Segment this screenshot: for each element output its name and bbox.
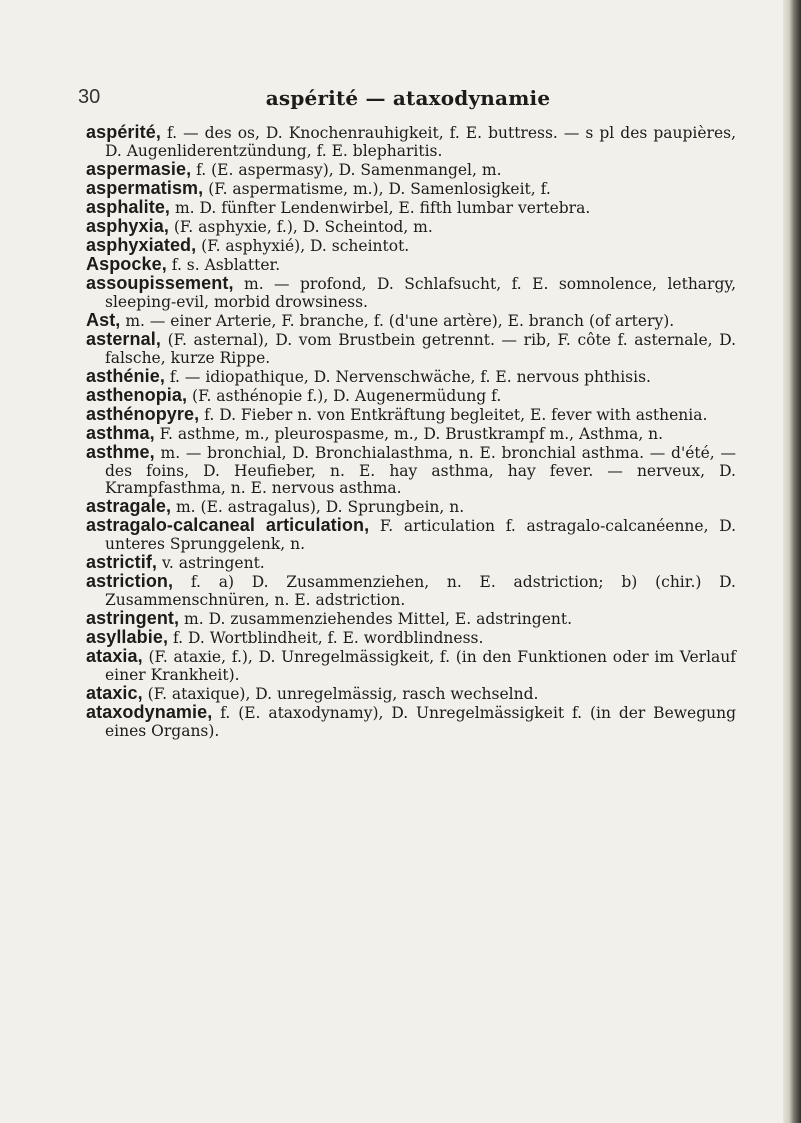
dictionary-entry	[86, 554, 736, 573]
entry-definition: (F. asternal), D. vom Brustbein getrennt. — rib, F. côte f. asternale, D. falsche, kurze Rippe.	[105, 331, 736, 367]
entry-definition: (F. asthénopie f.), D. Augenermüdung f.	[187, 386, 502, 405]
dictionary-entry	[86, 607, 736, 629]
entry-definition: m. (E. astragalus), D. Sprungbein, n.	[171, 498, 465, 517]
entry-headword: astragalo-calcaneal articulation,	[86, 515, 370, 536]
entry-definition: m. D. zusammenziehendes Mittel, E. adstringent.	[179, 609, 573, 628]
entry-headword: aspermatism,	[86, 177, 204, 198]
running-head: aspérité — ataxodynamie	[265, 86, 551, 110]
entry-headword: asphyxia,	[86, 215, 169, 236]
entry-definition: f. D. Fieber n. von Entkräftung begleitet, E. fever with asthenia.	[199, 405, 708, 424]
page-edge-shadow	[783, 0, 801, 1123]
dictionary-entry	[86, 384, 736, 406]
entry-definition: v. astringent.	[157, 554, 265, 573]
entry-definition: m. — einer Arterie, F. branche, f. (d'une artère), E. branch (of artery).	[120, 311, 675, 330]
entry-headword: asthénie,	[86, 365, 165, 386]
entry-headword: astringent,	[86, 607, 180, 628]
dictionary-entry	[86, 498, 736, 517]
dictionary-entry	[86, 124, 736, 160]
entry-headword: Aspocke,	[86, 254, 167, 275]
entry-definition: F. asthme, m., pleurospasme, m., D. Brustkrampf m., Asthma, n.	[154, 425, 664, 443]
dictionary-entry	[86, 403, 736, 425]
entry-definition: (F. asphyxie, f.), D. Scheintod, m.	[168, 217, 433, 236]
entry-definition: (F. ataxique), D. unregelmässig, rasch wechselnd.	[142, 684, 539, 703]
entry-headword: aspérité,	[86, 122, 161, 142]
entry-headword: asthma,	[86, 423, 155, 443]
entry-headword: asphyxiated,	[86, 235, 197, 256]
entry-headword: asthénopyre,	[86, 403, 200, 424]
dictionary-entry	[86, 275, 736, 311]
dictionary-entry	[86, 331, 736, 367]
entry-definition: f. — idiopathique, D. Nervenschwäche, f. E. nervous phthisis.	[164, 367, 651, 386]
entry-headword: asthenopia,	[86, 384, 188, 405]
entry-definition: f. (E. ataxodynamy), D. Unregelmässigkeit f. (in der Bewegung eines Organs).	[105, 703, 736, 740]
entry-definition: m. D. fünfter Lendenwirbel, E. fifth lumbar vertebra.	[170, 198, 591, 217]
entry-definition: f. D. Wortblindheit, f. E. wordblindness.	[168, 629, 484, 648]
dictionary-entry	[86, 573, 736, 609]
entry-definition: f. (E. aspermasy), D. Samenmangel, m.	[191, 160, 502, 179]
dictionary-entries	[86, 124, 736, 741]
entry-definition: (F. ataxie, f.), D. Unregelmässigkeit, f. (in den Funktionen oder im Verlauf einer Krankheit).	[105, 648, 736, 684]
dictionary-entry	[86, 425, 736, 444]
dictionary-entry	[86, 517, 736, 553]
entry-headword: ataxic,	[86, 682, 143, 703]
entry-headword: ataxodynamie,	[86, 701, 213, 722]
dictionary-entry	[86, 444, 736, 498]
dictionary-entry	[86, 701, 736, 740]
entry-headword: astragale,	[86, 496, 172, 517]
entry-headword: aspermasie,	[86, 158, 192, 179]
entry-definition: f. — des os, D. Knochenrauhigkeit, f. E. buttress. — s pl des paupières, D. Augenliderentzündung, f. E. blepharitis.	[105, 124, 736, 160]
dictionary-entry	[86, 309, 736, 331]
entry-headword: asthme,	[86, 442, 155, 463]
entry-headword: astriction,	[86, 571, 174, 592]
entry-definition: (F. aspermatisme, m.), D. Samenlosigkeit, f.	[203, 179, 551, 198]
dictionary-entry	[86, 177, 736, 199]
entry-definition: f. s. Asblatter.	[166, 256, 281, 275]
entry-headword: ataxia,	[86, 646, 143, 667]
entry-headword: asphalite,	[86, 196, 171, 217]
dictionary-entry	[86, 237, 736, 256]
entry-headword: assoupissement,	[86, 273, 234, 294]
dictionary-entry	[86, 158, 736, 180]
entry-definition: F. articulation f. astragalo-calcanéenne, D. unteres Sprunggelenk, n.	[105, 517, 737, 554]
page-number: 30	[78, 86, 101, 108]
dictionary-entry	[86, 196, 736, 218]
dictionary-entry	[86, 682, 736, 704]
entry-headword: asternal,	[86, 329, 161, 350]
dictionary-entry	[86, 365, 736, 387]
dictionary-entry	[86, 256, 736, 275]
dictionary-entry	[86, 629, 736, 648]
page-header	[78, 86, 738, 110]
entry-definition: m. — bronchial, D. Bronchialasthma, n. E. bronchial asthma. — d'été, — des foins, D. Heufieber, n. E. hay asthma, hay fever. — nerveux, D. Krampfasthma, n. E. nervous asthma.	[105, 444, 736, 498]
entry-definition: (F. asphyxié), D. scheintot.	[196, 237, 410, 256]
entry-definition: f. a) D. Zusammenziehen, n. E. adstriction; b) (chir.) D. Zusammenschnüren, n. E. adstriction.	[105, 573, 736, 609]
entry-headword: asyllabie,	[86, 627, 169, 648]
dictionary-entry	[86, 648, 736, 684]
dictionary-entry	[86, 215, 736, 237]
entry-definition: m. — profond, D. Schlafsucht, f. E. somnolence, lethargy, sleeping-evil, morbid drowsiness.	[105, 275, 736, 311]
entry-headword: astrictif,	[86, 552, 158, 573]
entry-headword: Ast,	[86, 309, 121, 330]
